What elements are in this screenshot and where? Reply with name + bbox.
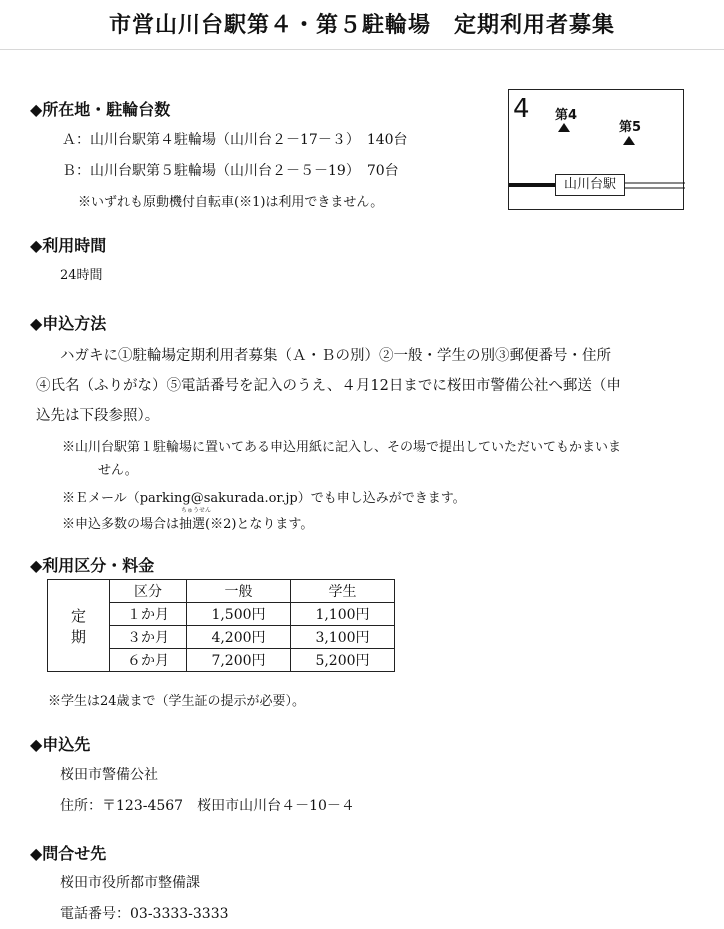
apply-text-line2: ④氏名（ふりがな）⑤電話番号を記入のうえ、４月12日までに桜田市警備公社へ郵送（申 xyxy=(36,378,621,394)
fee-student: 1,100円 xyxy=(291,603,395,626)
fee-header-period: 区分 xyxy=(110,580,187,603)
page-title: 市営山川台駅第４・第５駐輪場 定期利用者募集 xyxy=(108,13,615,38)
hours-heading: ◆利用時間 xyxy=(30,236,107,255)
lot-a-info: Ａ：山川台駅第４駐輪場（山川台２－17－３） 140台 xyxy=(62,132,408,148)
contact-org: 桜田市役所都市整備課 xyxy=(60,875,200,891)
location-heading: ◆所在地・駐輪台数 xyxy=(30,100,171,119)
fee-header-student: 学生 xyxy=(291,580,395,603)
location-map xyxy=(508,89,684,210)
lot4-marker-icon xyxy=(558,123,570,132)
lot-b-info: Ｂ：山川台駅第５駐輪場（山川台２－５－19） 70台 xyxy=(62,163,399,179)
lottery-ruby: ちゅうせん xyxy=(181,507,212,514)
fee-general: 7,200円 xyxy=(187,649,291,672)
map-lot5-label: 第5 xyxy=(619,120,642,135)
north-arrow-icon: 4 xyxy=(513,94,530,124)
destination-address: 住所：〒123-4567 桜田市山川台４－10－４ xyxy=(60,798,355,814)
moped-note: ※いずれも原動機付自転車(※1)は利用できません。 xyxy=(78,195,384,210)
fee-header-row xyxy=(48,580,395,603)
contact-heading: ◆問合せ先 xyxy=(30,844,107,863)
fee-general: 4,200円 xyxy=(187,626,291,649)
apply-text-line3: 込先は下段参照）。 xyxy=(36,408,160,424)
fee-period: ３か月 xyxy=(110,626,187,649)
fee-period: １か月 xyxy=(110,603,187,626)
apply-note-form-line1: ※山川台駅第１駐輪場に置いてある申込用紙に記入し、その場で提出していただいてもかまいま xyxy=(62,440,622,455)
fee-kind-top: 定 xyxy=(48,580,110,626)
map-station-label: 山川台駅 xyxy=(555,174,625,196)
student-age-note: ※学生は24歳まで（学生証の提示が必要）。 xyxy=(48,694,306,709)
fee-row xyxy=(48,626,395,649)
destination-heading: ◆申込先 xyxy=(30,735,91,754)
fee-header-general: 一般 xyxy=(187,580,291,603)
apply-note-form-line2: せん。 xyxy=(98,463,138,478)
fees-heading: ◆利用区分・料金 xyxy=(30,556,155,575)
fee-general: 1,500円 xyxy=(187,603,291,626)
fee-kind-bottom: 期 xyxy=(48,626,110,672)
fee-period: ６か月 xyxy=(110,649,187,672)
lot5-marker-icon xyxy=(623,136,635,145)
title-divider xyxy=(0,49,724,50)
destination-org: 桜田市警備公社 xyxy=(60,767,158,783)
fee-student: 5,200円 xyxy=(291,649,395,672)
apply-note-lottery: ※申込多数の場合は抽選(※2)となります。 xyxy=(62,517,314,532)
map-lot4-label: 第4 xyxy=(555,108,578,123)
fee-student: 3,100円 xyxy=(291,626,395,649)
contact-phone: 電話番号：03-3333-3333 xyxy=(60,906,229,922)
hours-value: 24時間 xyxy=(60,268,103,283)
apply-heading: ◆申込方法 xyxy=(30,314,107,333)
apply-note-email: ※Ｅメール（parking@sakurada.or.jp）でも申し込みができます。 xyxy=(62,491,466,506)
fee-table xyxy=(47,579,395,672)
apply-text-line1: ハガキに①駐輪場定期利用者募集（Ａ・Ｂの別）②一般・学生の別③郵便番号・住所 xyxy=(60,348,611,364)
